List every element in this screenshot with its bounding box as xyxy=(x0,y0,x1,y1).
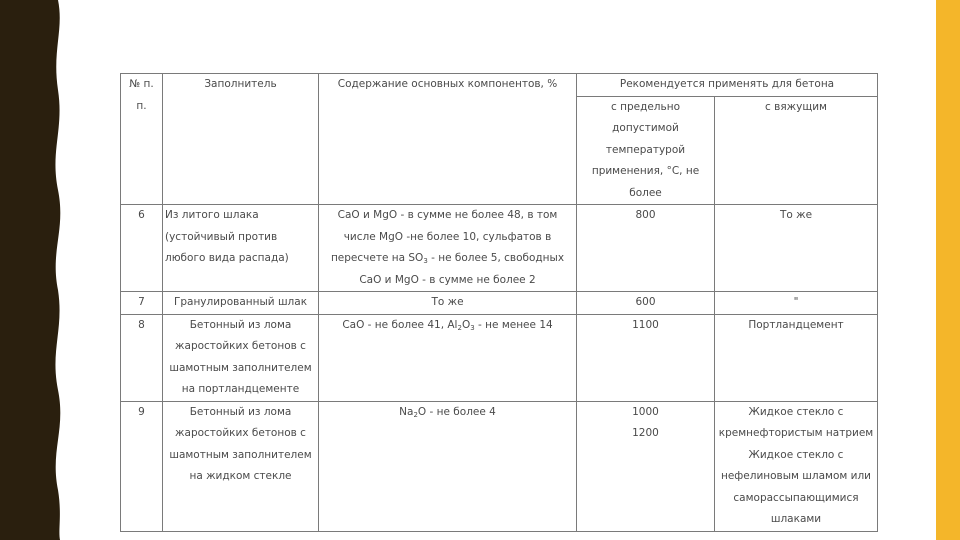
row-temperature: 600 xyxy=(577,292,715,315)
row-filler: Из литого шлака (устойчивый против любого вида распада) xyxy=(163,205,319,292)
row-binder: То же xyxy=(715,205,878,292)
header-components: Содержание основных компонентов, % xyxy=(319,74,577,205)
decorative-right-band xyxy=(936,0,960,540)
decorative-left-band xyxy=(0,0,72,540)
row-filler: Бетонный из лома жаростойких бетонов с шамотным заполнителем на жидком стекле xyxy=(163,401,319,531)
header-filler: Заполнитель xyxy=(163,74,319,205)
row-binder: " xyxy=(715,292,878,315)
row-temperature: 1100 xyxy=(577,314,715,401)
header-binder: с вяжущим xyxy=(715,96,878,205)
row-binder: Портландцемент xyxy=(715,314,878,401)
row-num: 8 xyxy=(121,314,163,401)
row-components: CaO - не более 41, $Al_2O_3$ - не менее 14 xyxy=(319,314,577,401)
header-num: № п. п. xyxy=(121,74,163,205)
row-filler: Гранулированный шлак xyxy=(163,292,319,315)
row-num: 7 xyxy=(121,292,163,315)
row-temperature: 800 xyxy=(577,205,715,292)
table-row xyxy=(121,205,878,292)
table-row xyxy=(121,292,878,315)
header-temperature: с предельно допустимой температурой применения, °С, не более xyxy=(577,96,715,205)
table-row xyxy=(121,401,878,531)
row-components: $Na_2O$ - не более 4 xyxy=(319,401,577,531)
row-components: CaO и MgO - в сумме не более 48, в том числе MgO -не более 10, сульфатов в пересчете на $SO_3$ - не более 5, свободных CaO и MgO - в сумме не более 2 xyxy=(319,205,577,292)
row-num: 6 xyxy=(121,205,163,292)
concrete-filler-table xyxy=(120,73,878,532)
row-binder: Жидкое стекло с кремнефтористым натрием Жидкое стекло с нефелиновым шламом или саморассыпающимися шлаками xyxy=(715,401,878,531)
table-row xyxy=(121,314,878,401)
header-recommended: Рекомендуется применять для бетона xyxy=(577,74,878,97)
row-components: То же xyxy=(319,292,577,315)
row-filler: Бетонный из лома жаростойких бетонов с шамотным заполнителем на портландцементе xyxy=(163,314,319,401)
row-num: 9 xyxy=(121,401,163,531)
row-temperature: 1000 1200 xyxy=(577,401,715,531)
